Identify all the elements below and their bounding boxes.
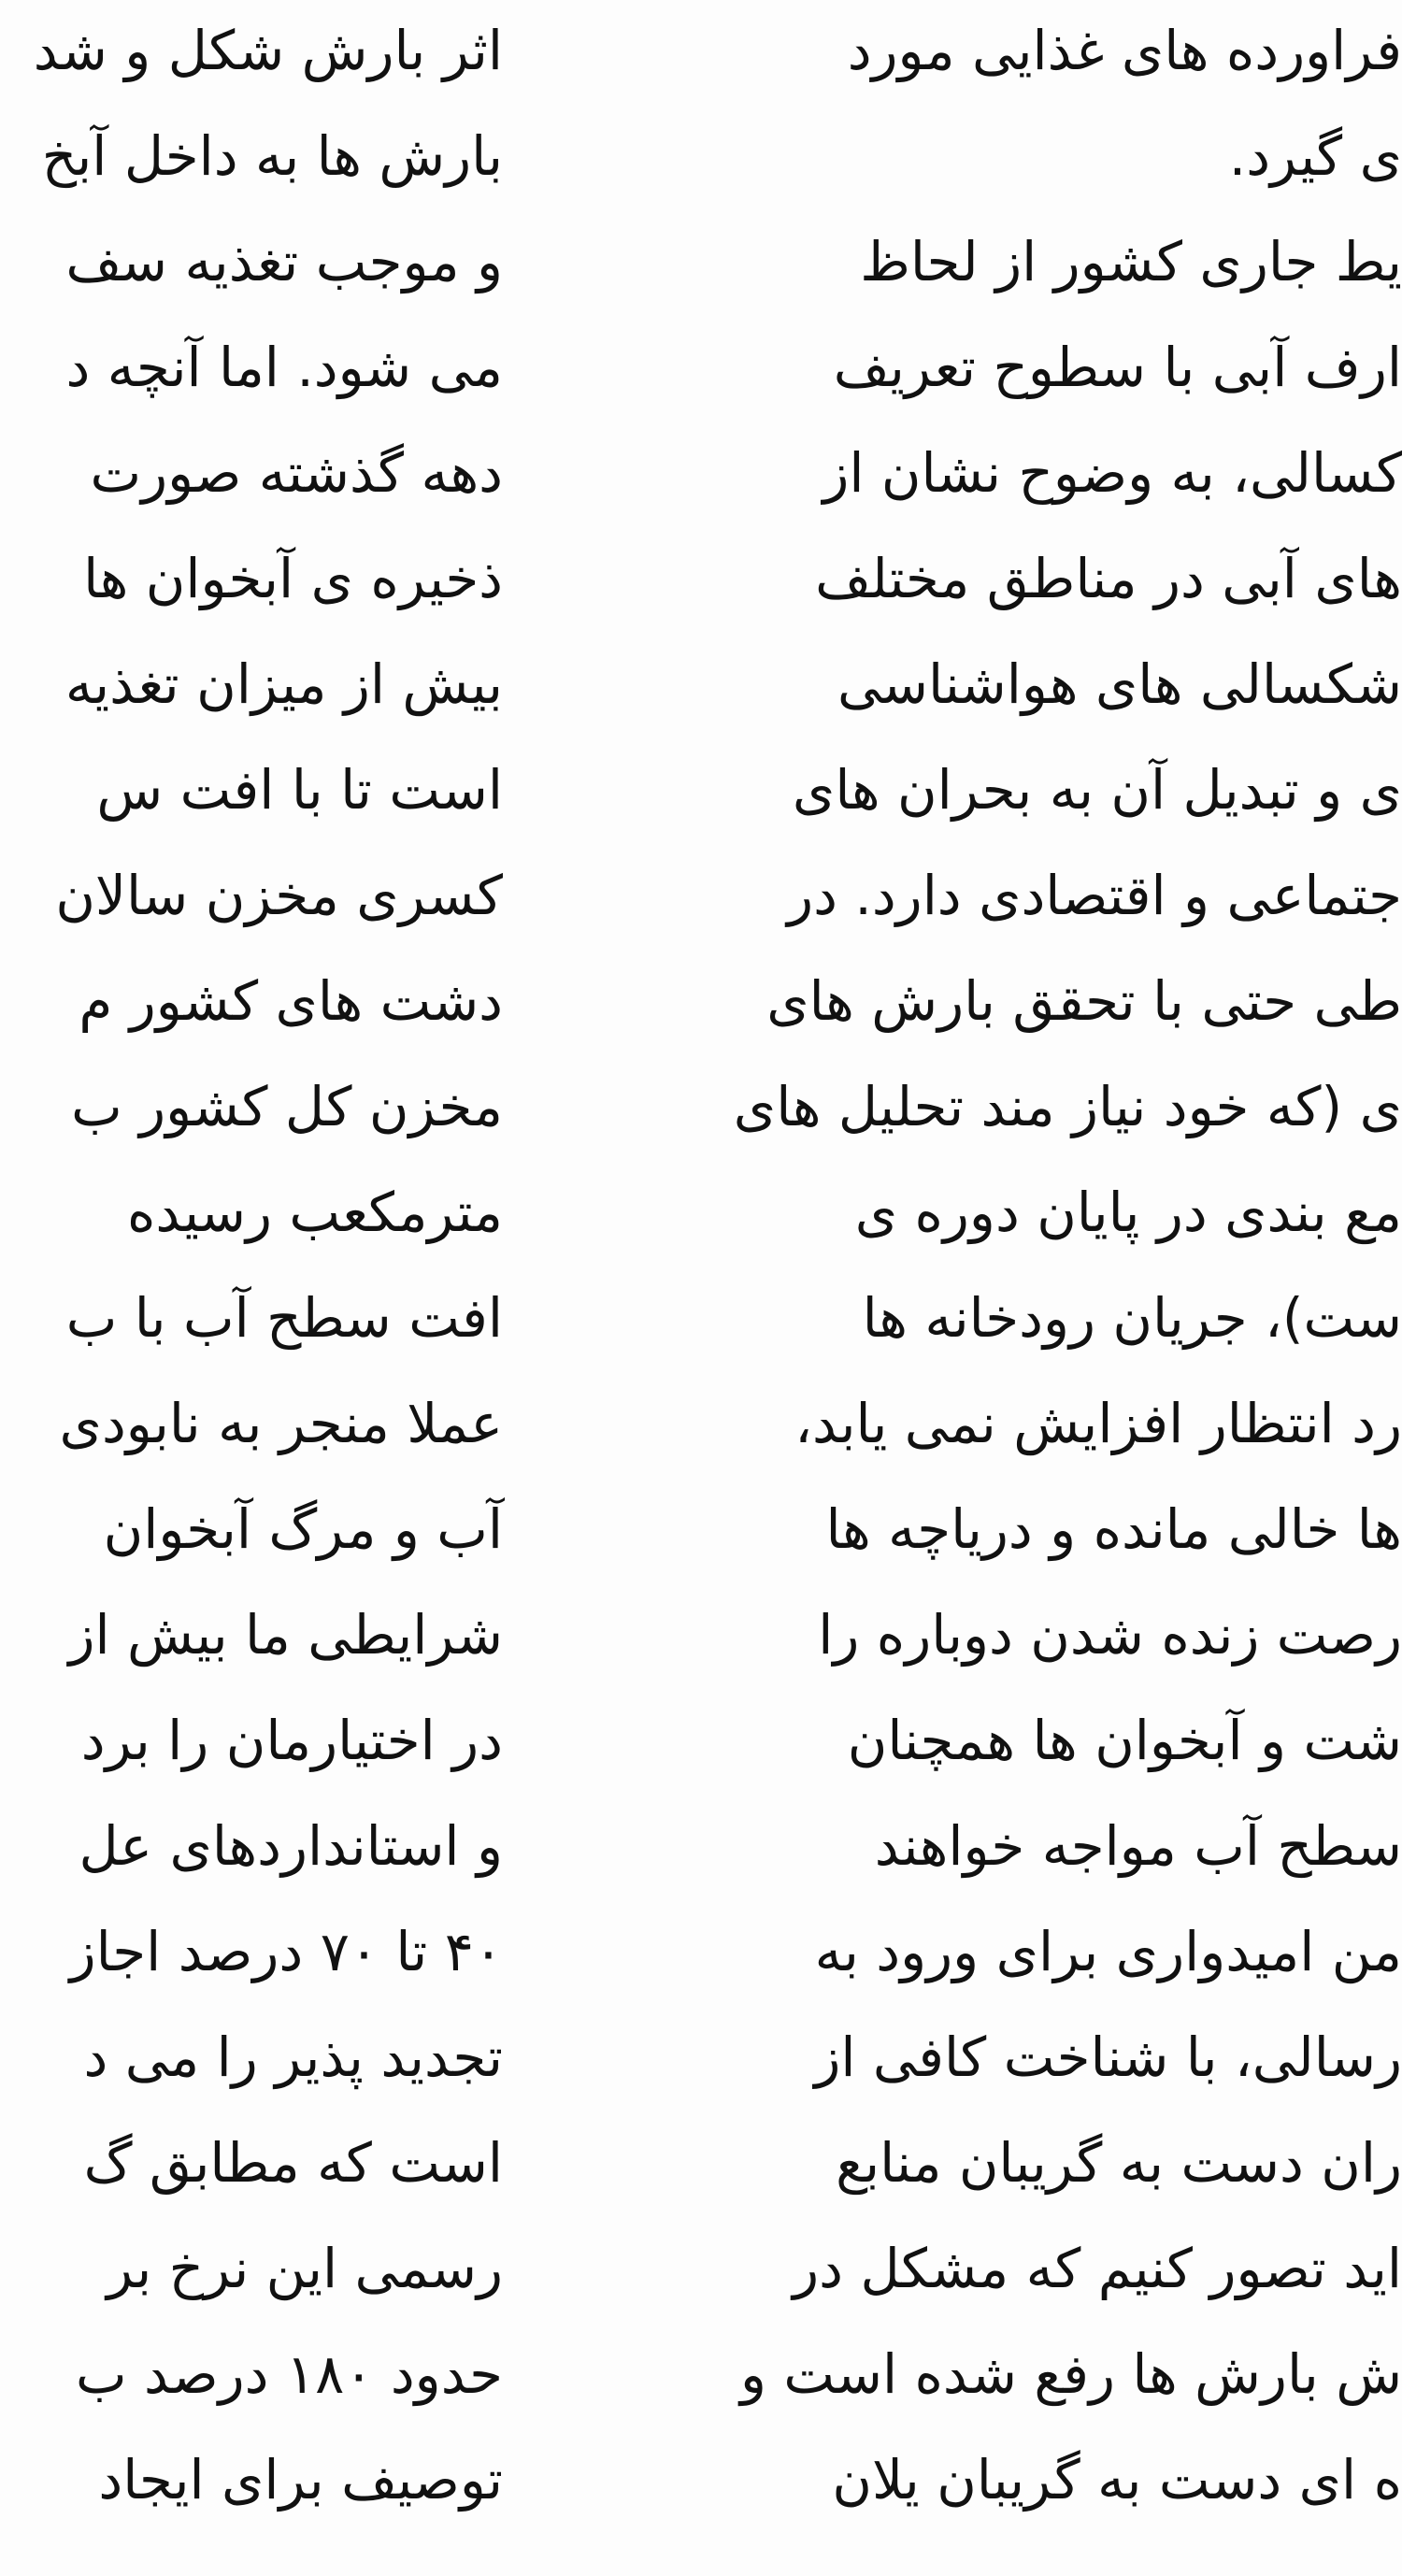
text-line: جتماعی و اقتصادی دارد. در: [787, 864, 1402, 927]
text-line: رسمی این نرخ بر: [107, 2237, 503, 2300]
text-line: یط جاری کشور از لحاظ: [860, 230, 1402, 293]
text-line: رد انتظار افزایش نمی یابد،: [794, 1392, 1402, 1455]
text-line: فراورده های غذایی مورد: [847, 19, 1402, 82]
text-line: کسری مخزن سالان: [55, 864, 503, 927]
text-column-left: [0, 0, 505, 2576]
text-line: در اختیارمان را برد: [80, 1709, 503, 1772]
text-line: ی گیرد.: [1228, 124, 1402, 188]
text-line: ران دست به گریبان منابع: [836, 2131, 1402, 2195]
text-line: رصت زنده شدن دوباره را: [818, 1603, 1402, 1667]
text-line: بیش از میزان تغذیه: [64, 652, 503, 716]
text-line: و موجب تغذیه سف: [65, 230, 503, 293]
text-line: ارف آبی با سطوح تعریف: [833, 336, 1402, 399]
text-line: شکسالی های هواشناسی: [837, 652, 1402, 716]
text-line: ی و تبدیل آن به بحران های: [792, 758, 1402, 822]
text-line: بارش ها به داخل آبخ: [41, 124, 503, 188]
text-line: رسالی، با شناخت کافی از: [814, 2025, 1402, 2089]
text-line: است که مطابق گ: [83, 2131, 503, 2195]
text-line: من امیدواری برای ورود به: [814, 1920, 1402, 1983]
text-line: دهه گذشته صورت: [90, 441, 503, 505]
text-line: ذخیره ی آبخوان ها: [83, 547, 503, 610]
text-line: است تا با افت س: [96, 758, 503, 822]
text-line: مخزن کل کشور ب: [71, 1075, 503, 1138]
text-line: تجدید پذیر را می د: [83, 2025, 503, 2089]
text-line: مع بندی در پایان دوره ی: [854, 1181, 1402, 1244]
text-line: مترمکعب رسیده: [127, 1181, 503, 1244]
text-line: اید تصور کنیم که مشکل در: [793, 2237, 1402, 2300]
text-line: اثر بارش شکل و شد: [33, 19, 503, 82]
text-line: کسالی، به وضوح نشان از: [823, 441, 1402, 505]
text-column-right: [636, 0, 1402, 2576]
text-line: می شود. اما آنچه د: [65, 336, 503, 399]
text-line: سطح آب مواجه خواهند: [874, 1814, 1402, 1878]
text-line: حدود ۱۸۰ درصد ب: [75, 2342, 503, 2406]
text-line: ها خالی مانده و دریاچه ها: [825, 1497, 1402, 1561]
text-line: ه ای دست به گریبان یلان: [832, 2448, 1402, 2512]
text-line: شرایطی ما بیش از: [68, 1603, 503, 1667]
text-line: عملا منجر به نابودی: [59, 1392, 503, 1455]
text-line: توصیف برای ایجاد: [98, 2448, 503, 2512]
text-line: ی (که خود نیاز مند تحلیل های: [733, 1075, 1402, 1138]
text-line: و استانداردهای عل: [79, 1814, 503, 1878]
text-line: های آبی در مناطق مختلف: [815, 547, 1402, 610]
text-line: ست)، جریان رودخانه ها: [862, 1286, 1402, 1350]
text-line: آب و مرگ آبخوان: [103, 1497, 503, 1561]
text-line: ۴۰ تا ۷۰ درصد اجاز: [69, 1920, 503, 1983]
text-line: دشت های کشور م: [79, 969, 503, 1033]
text-line: ش بارش ها رفع شده است و: [739, 2342, 1402, 2406]
text-line: شت و آبخوان ها همچنان: [847, 1709, 1402, 1772]
text-line: افت سطح آب با ب: [65, 1286, 503, 1350]
text-line: طی حتی با تحقق بارش های: [766, 969, 1402, 1033]
